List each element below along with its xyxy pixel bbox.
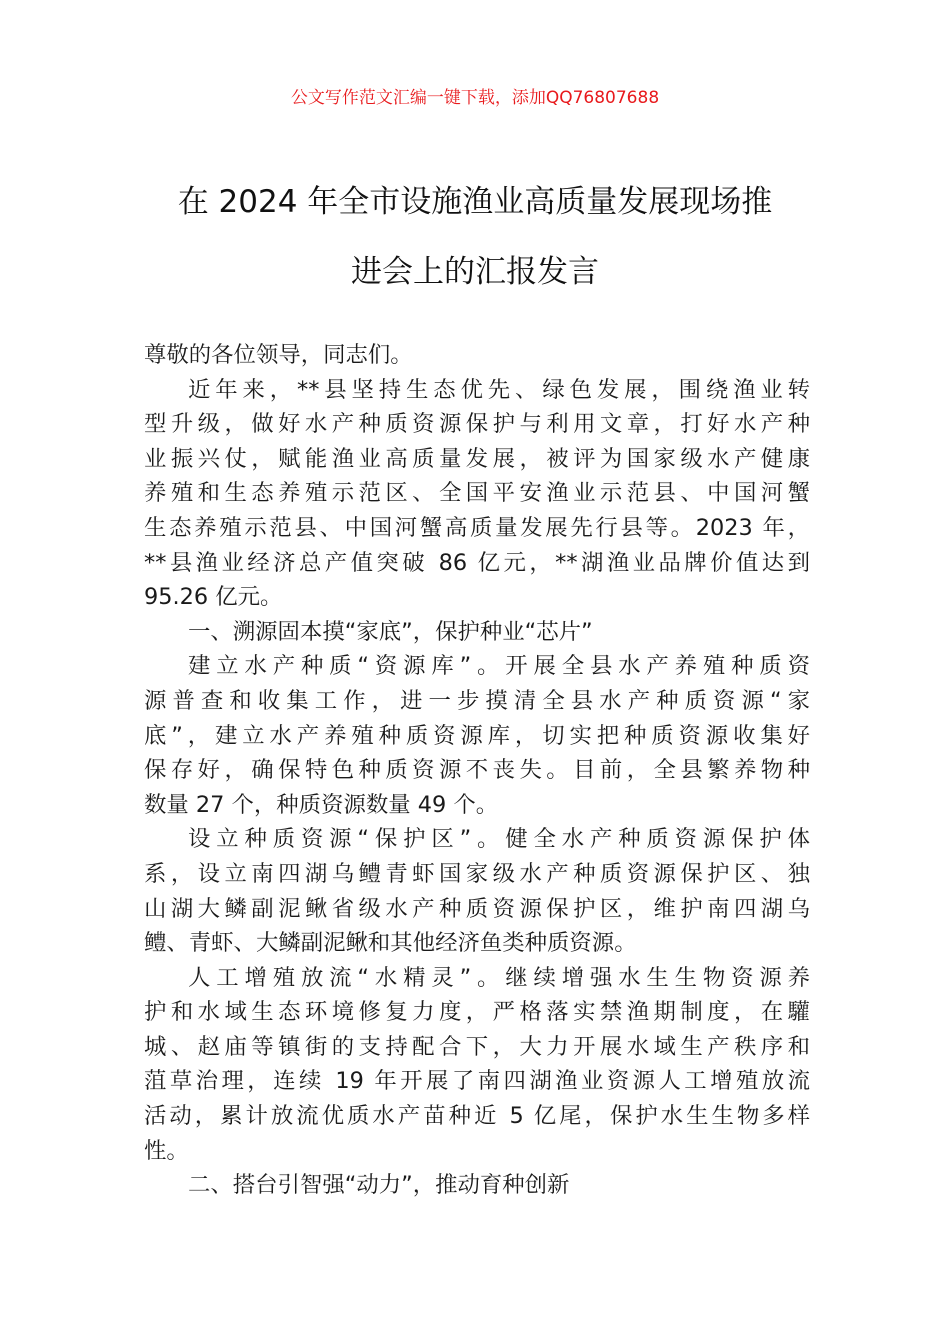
intro-text: 生态养殖示范县、中国河蟹高质量发展先行县等。2023 年， bbox=[144, 514, 810, 541]
document-body bbox=[144, 338, 810, 1203]
para3-line bbox=[144, 995, 810, 1030]
para1-line bbox=[144, 649, 810, 684]
intro-text: 近年来，**县坚持生态优先、绿色发展，围绕渔业转 bbox=[188, 376, 810, 403]
intro-line bbox=[144, 511, 810, 546]
intro-line bbox=[144, 476, 810, 511]
para3-line bbox=[144, 1064, 810, 1099]
para3-line bbox=[144, 1099, 810, 1134]
intro-line bbox=[144, 373, 810, 408]
para1-text: 建立水产种质“资源库”。开展全县水产养殖种质资 bbox=[188, 653, 810, 680]
intro-line bbox=[144, 546, 810, 581]
para3-text: 护和水域生态环境修复力度，严格落实禁渔期制度，在驩 bbox=[144, 999, 810, 1026]
para3-line bbox=[144, 1030, 810, 1065]
section-1-heading: 一、溯源固本摸“家底”，保护种业“芯片” bbox=[188, 618, 593, 645]
download-banner: 公文写作范文汇编一键下载，添加QQ76807688 bbox=[290, 88, 660, 108]
para1-text: 源普查和收集工作，进一步摸清全县水产种质资源“家 bbox=[144, 687, 810, 714]
para1-line-last: 数量 27 个，种质资源数量 49 个。 bbox=[144, 791, 499, 818]
para2-line bbox=[144, 892, 810, 927]
para2-line-last: 鳢、青虾、大鳞副泥鳅和其他经济鱼类种质资源。 bbox=[144, 930, 637, 957]
para1-line bbox=[144, 753, 810, 788]
document-title-line-2: 进会上的汇报发言 bbox=[351, 254, 599, 290]
para2-text: 山湖大鳞副泥鳅省级水产种质资源保护区，维护南四湖乌 bbox=[144, 895, 810, 922]
para1-text: 底”，建立水产养殖种质资源库，切实把种质资源收集好 bbox=[144, 722, 810, 749]
intro-line bbox=[144, 407, 810, 442]
para1-line bbox=[144, 684, 810, 719]
intro-text: 业振兴仗，赋能渔业高质量发展，被评为国家级水产健康 bbox=[144, 445, 810, 472]
para2-line bbox=[144, 857, 810, 892]
para3-text: 菹草治理，连续 19 年开展了南四湖渔业资源人工增殖放流 bbox=[144, 1068, 810, 1095]
para3-line bbox=[144, 961, 810, 996]
intro-text: 型升级，做好水产种质资源保护与利用文章，打好水产种 bbox=[144, 411, 810, 438]
greeting: 尊敬的各位领导，同志们。 bbox=[144, 342, 413, 368]
intro-line-last: 95.26 亿元。 bbox=[144, 584, 283, 611]
para2-text: 设立种质资源“保护区”。健全水产种质资源保护体 bbox=[188, 826, 810, 853]
intro-text: 养殖和生态养殖示范区、全国平安渔业示范县、中国河蟹 bbox=[144, 480, 810, 507]
para3-text: 活动，累计放流优质水产苗种近 5 亿尾，保护水生生物多样 bbox=[144, 1103, 810, 1130]
para2-text: 系，设立南四湖乌鳢青虾国家级水产种质资源保护区、独 bbox=[144, 860, 810, 887]
para3-text: 人工增殖放流“水精灵”。继续增强水生生物资源养 bbox=[188, 964, 810, 991]
para1-text: 保存好，确保特色种质资源不丧失。目前，全县繁养物种 bbox=[144, 757, 810, 784]
document-title-line-1: 在 2024 年全市设施渔业高质量发展现场推 bbox=[177, 184, 773, 220]
intro-line bbox=[144, 442, 810, 477]
para3-line-last: 性。 bbox=[144, 1137, 189, 1164]
para1-line bbox=[144, 719, 810, 754]
para3-text: 城、赵庙等镇街的支持配合下，大力开展水域生产秩序和 bbox=[144, 1033, 810, 1060]
para2-line bbox=[144, 822, 810, 857]
intro-text: **县渔业经济总产值突破 86 亿元，**湖渔业品牌价值达到 bbox=[144, 549, 810, 576]
section-2-heading: 二、搭台引智强“动力”，推动育种创新 bbox=[188, 1172, 570, 1199]
